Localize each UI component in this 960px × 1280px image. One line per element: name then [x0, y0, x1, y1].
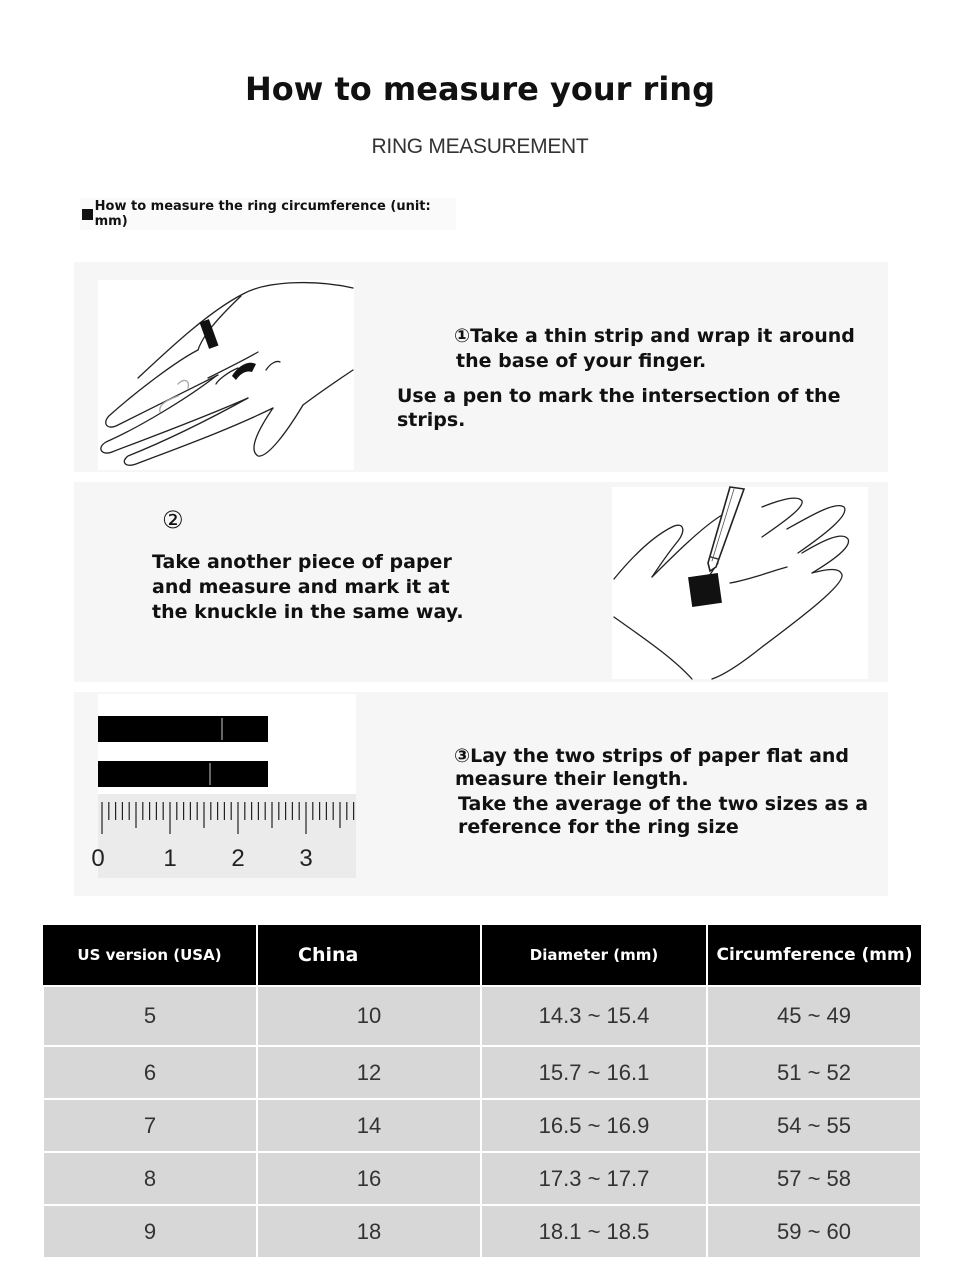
cell-us: 9 [43, 1205, 257, 1258]
ruler [98, 794, 356, 878]
step-2-line-2: and measure and mark it at [152, 576, 450, 598]
cell-china: 12 [257, 1046, 481, 1099]
step-1-panel [74, 262, 888, 472]
cell-china: 10 [257, 986, 481, 1046]
column-header-circumference: Circumference (mm) [707, 925, 921, 986]
table-row [43, 1152, 921, 1205]
table-row [43, 986, 921, 1046]
paper-strip-2 [98, 761, 268, 787]
step-3-line-2: measure their length. [455, 768, 689, 790]
step-1-line-2: the base of your finger. [456, 350, 707, 372]
table-row [43, 1046, 921, 1099]
step-1-line-1: ①Take a thin strip and wrap it around [454, 325, 855, 347]
section-heading-text: How to measure the ring circumference (unit: mm) [94, 199, 431, 229]
column-header-us: US version (USA) [43, 925, 257, 986]
ruler-label: 3 [299, 845, 313, 872]
strips-and-ruler-illustration [91, 694, 356, 878]
step-3-line-3: Take the average of the two sizes as a [458, 793, 869, 815]
step-2-number: ② [162, 506, 184, 534]
step-1-line-3: Use a pen to mark the intersection of the strips. [397, 385, 841, 431]
step-2-line-3: the knuckle in the same way. [152, 601, 464, 623]
column-header-diameter: Diameter (mm) [481, 925, 707, 986]
hand-wrap-strip-illustration [98, 280, 354, 470]
table-row [43, 1205, 921, 1258]
paper-strip-1 [98, 716, 268, 742]
section-heading [80, 198, 456, 230]
cell-us: 5 [43, 986, 257, 1046]
page-subtitle: RING MEASUREMENT [371, 135, 589, 158]
ruler-label: 1 [163, 845, 177, 872]
cell-diameter: 14.3 ~ 15.4 [481, 986, 707, 1046]
cell-circumference: 59 ~ 60 [707, 1205, 921, 1258]
cell-diameter: 15.7 ~ 16.1 [481, 1046, 707, 1099]
cell-diameter: 17.3 ~ 17.7 [481, 1152, 707, 1205]
cell-circumference: 45 ~ 49 [707, 986, 921, 1046]
cell-us: 6 [43, 1046, 257, 1099]
cell-china: 16 [257, 1152, 481, 1205]
step-3-line-4: reference for the ring size [458, 816, 739, 838]
square-bullet-icon [82, 209, 93, 220]
table-header-row [43, 925, 921, 986]
step-3-panel [74, 692, 888, 896]
cell-circumference: 54 ~ 55 [707, 1099, 921, 1152]
cell-diameter: 18.1 ~ 18.5 [481, 1205, 707, 1258]
step-3-line-1: ③Lay the two strips of paper flat and [454, 745, 850, 767]
step-2-panel [74, 482, 888, 682]
cell-circumference: 51 ~ 52 [707, 1046, 921, 1099]
cell-china: 18 [257, 1205, 481, 1258]
ruler-label: 0 [91, 845, 105, 872]
table-row [43, 1099, 921, 1152]
cell-china: 14 [257, 1099, 481, 1152]
cell-us: 7 [43, 1099, 257, 1152]
cell-circumference: 57 ~ 58 [707, 1152, 921, 1205]
cell-us: 8 [43, 1152, 257, 1205]
ring-size-table [42, 925, 922, 1259]
page-title: How to measure your ring [245, 70, 715, 108]
step-2-line-1: Take another piece of paper [152, 551, 452, 573]
hand-pen-mark-illustration [612, 487, 868, 679]
ruler-label: 2 [231, 845, 245, 872]
column-header-china: China [257, 925, 481, 986]
cell-diameter: 16.5 ~ 16.9 [481, 1099, 707, 1152]
